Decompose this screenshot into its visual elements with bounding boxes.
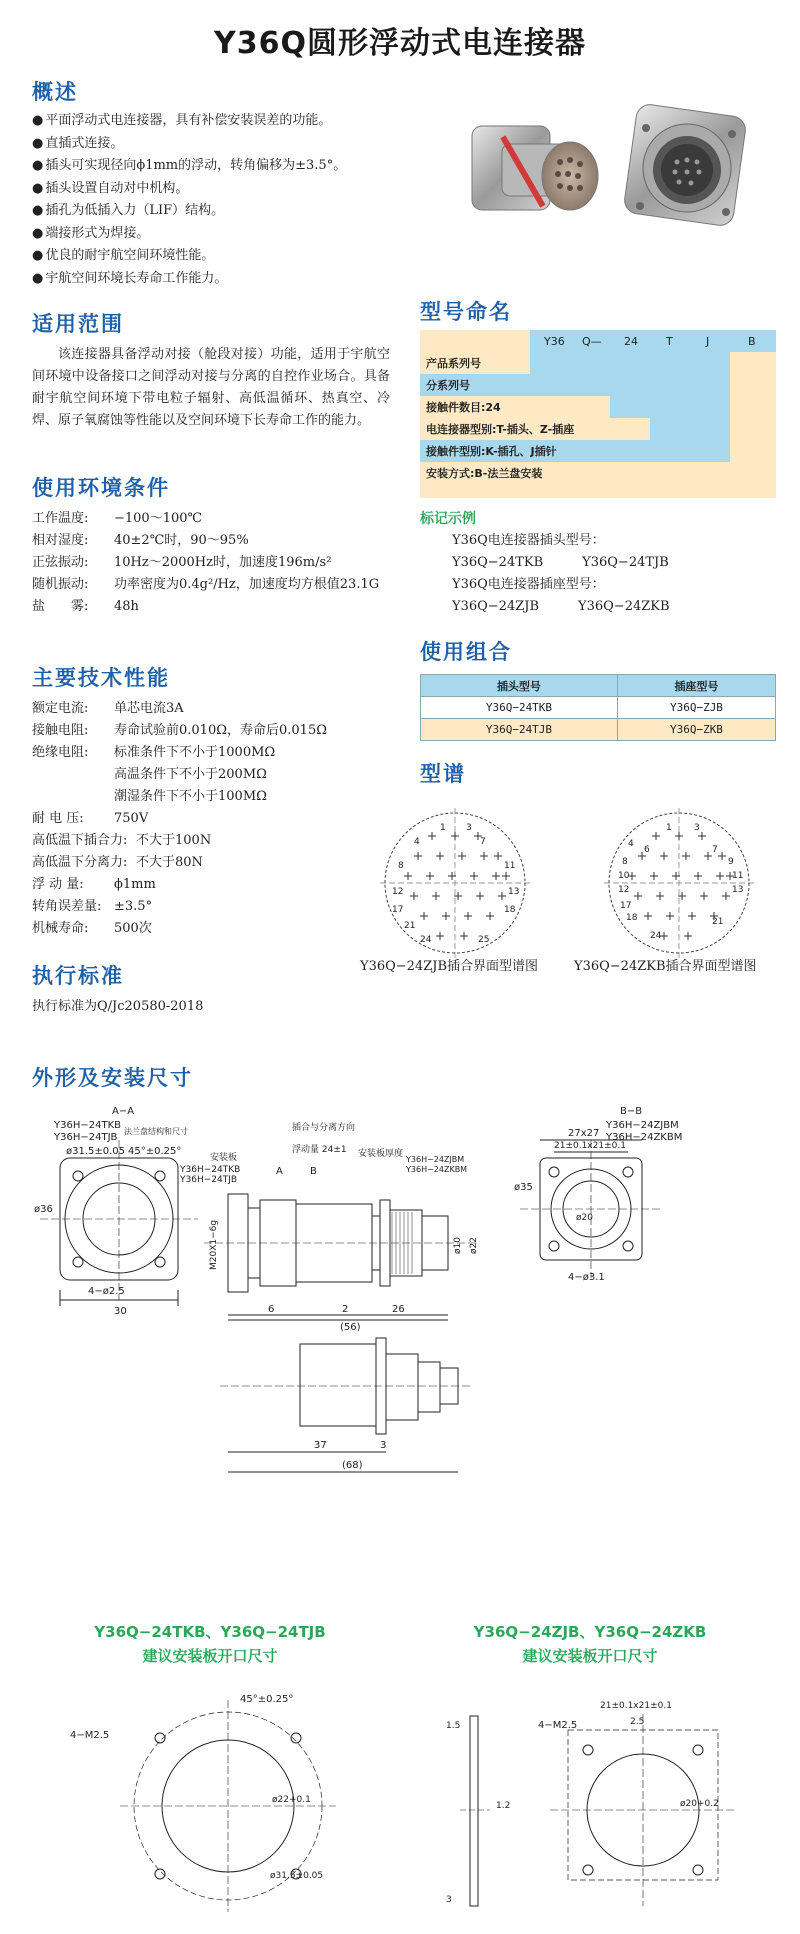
standard-text: 执行标准为Q/Jc20580-2018	[32, 999, 204, 1014]
env-key: 正弦振动:	[32, 555, 89, 570]
naming-code: 24	[624, 335, 638, 348]
spectrum-left-diagram	[380, 808, 530, 958]
cutout-label: ø31.5±0.05	[270, 1871, 324, 1881]
pin-number: 11	[504, 861, 516, 871]
scope-text: 该连接器具备浮动对接（舱段对接）功能，适用于宇航空间环境中设备接口之间浮动对接与分离的自控作业场合。具备耐宇航空间环境下带电粒子辐射、高低温循环、热真空、冷焊、原子氧腐蚀等性能以及空间环境下长寿命工作的能力。	[32, 347, 390, 428]
dim-label: Y36H−24TKB	[180, 1165, 241, 1175]
pin-number: 10	[618, 871, 630, 881]
cutout-left-title1: Y36Q−24TKB、Y36Q−24TJB	[94, 1623, 326, 1641]
dim-label: 45°±0.25°	[128, 1146, 182, 1157]
cutout-label: 2.5	[630, 1717, 645, 1727]
pin-number: 11	[732, 871, 744, 881]
env-value: 功率密度为0.4g²/Hz，加速度均方根值23.1G	[114, 577, 380, 592]
pin-number: 21	[712, 917, 724, 927]
perf-key	[32, 764, 114, 786]
environment-list	[32, 508, 392, 618]
pin-number: 3	[694, 823, 700, 833]
pin-number: 4	[414, 837, 420, 847]
dim-label: 插合与分离方向	[292, 1123, 356, 1133]
dim-label: 37	[314, 1440, 327, 1451]
pin-number: 17	[620, 901, 632, 911]
naming-row: 接触件型别:K-插孔、J插针	[426, 445, 557, 458]
dim-label: (56)	[340, 1322, 361, 1333]
plug-photo	[472, 126, 598, 210]
dim-label: 浮动量 24±1	[292, 1145, 347, 1155]
dim-label: 6	[268, 1304, 275, 1315]
pin-number: 21	[404, 921, 416, 931]
naming-diagram	[420, 330, 776, 498]
marking-line: Y36Q−24ZJB Y36Q−24ZKB	[452, 599, 670, 614]
pin-number: 6	[644, 845, 650, 855]
pin-number: 8	[622, 857, 628, 867]
env-value: 48h	[114, 599, 139, 614]
pin-number: 9	[728, 857, 734, 867]
performance-heading: 主要技术性能	[32, 666, 170, 690]
dim-label: ø35	[514, 1182, 533, 1193]
pin-number: 7	[480, 837, 486, 847]
dim-label: Y36H−24TKB	[54, 1120, 121, 1131]
perf-value: 高温条件下不小于200MΩ	[114, 767, 267, 782]
env-key: 盐 雾:	[32, 599, 89, 614]
pin-number: 13	[732, 885, 744, 895]
perf-value: 750V	[114, 811, 149, 826]
table-cell: Y36Q−24TJB	[421, 719, 618, 741]
pin-number: 3	[466, 823, 472, 833]
perf-key: 接触电阻:	[32, 723, 89, 738]
scope-heading: 适用范围	[32, 312, 124, 336]
cutout-label: 45°±0.25°	[240, 1694, 294, 1705]
dim-label: (68)	[342, 1460, 363, 1471]
dim-label: Y36H−24TJB	[180, 1175, 238, 1185]
dim-label: 26	[392, 1304, 405, 1315]
dim-label: 安装板	[210, 1153, 238, 1163]
env-value: −100～100℃	[114, 511, 203, 526]
overview-heading: 概述	[32, 80, 78, 104]
list-item: ● 优良的耐宇航空间环境性能。	[32, 245, 412, 268]
naming-code: T	[666, 335, 673, 348]
pin-number: 12	[392, 887, 404, 897]
pin-number: 1	[440, 823, 446, 833]
dim-label: 3	[380, 1440, 387, 1451]
dim-label: ø20	[576, 1213, 593, 1223]
pin-number: 4	[628, 839, 634, 849]
naming-row: 接触件数目:24	[426, 401, 501, 414]
cutout-right-title	[440, 1620, 740, 1668]
marking-heading: 标记示例	[420, 511, 476, 527]
naming-heading: 型号命名	[420, 300, 512, 324]
dim-label: 安装板厚度	[358, 1149, 404, 1159]
perf-value: 不大于100N	[136, 833, 212, 848]
combination-table	[420, 674, 776, 741]
dim-label: 2	[342, 1304, 349, 1315]
perf-value: 500次	[114, 921, 152, 936]
perf-value: 标准条件下不小于1000MΩ	[114, 745, 276, 760]
table-header: 插座型号	[617, 675, 775, 697]
spectrum-right-diagram	[604, 808, 754, 958]
dim-label: 4−ø2.5	[88, 1286, 125, 1297]
env-value: 10Hz～2000Hz时，加速度196m/s²	[114, 555, 332, 570]
pin-number: 24	[420, 935, 432, 945]
perf-key: 机械寿命:	[32, 921, 89, 936]
dim-label: M20X1−6g	[209, 1219, 219, 1270]
dim-label: Y36H−24TJB	[54, 1132, 118, 1143]
naming-code: B	[748, 335, 756, 348]
perf-value: ±3.5°	[114, 899, 153, 914]
perf-key: 耐 电 压:	[32, 811, 84, 826]
perf-key: 转角误差量:	[32, 899, 102, 914]
env-key: 工作温度:	[32, 511, 89, 526]
cutout-left-title	[60, 1620, 360, 1668]
spectrum-left-caption: Y36Q−24ZJB插合界面型谱图	[360, 959, 539, 974]
perf-key	[32, 786, 114, 808]
perf-value: ϕ1mm	[114, 877, 156, 892]
dim-label: B	[310, 1166, 317, 1177]
dimension-drawing	[20, 1100, 780, 1570]
dim-label: A	[276, 1166, 283, 1177]
pin-number: 7	[712, 845, 718, 855]
naming-row: 安装方式:B-法兰盘安装	[426, 467, 543, 480]
cutout-label: 1.2	[496, 1801, 511, 1811]
table-cell: Y36Q−ZJB	[617, 697, 775, 719]
table-cell: Y36Q−ZKB	[617, 719, 775, 741]
marking-lines	[452, 530, 670, 618]
naming-code: Q—	[582, 335, 602, 348]
cutout-label: 4−M2.5	[70, 1730, 110, 1741]
perf-value: 寿命试验前0.010Ω，寿命后0.015Ω	[114, 723, 327, 738]
dim-label: 4−ø3.1	[568, 1272, 605, 1283]
list-item: ● 插头可实现径向ϕ1mm的浮动，转角偏移为±3.5°。	[32, 155, 412, 178]
dim-label: 27x27	[568, 1128, 600, 1139]
page-title: Y36Q圆形浮动式电连接器	[214, 26, 586, 61]
list-item: ● 直插式连接。	[32, 133, 412, 156]
cutout-label: 1.5	[446, 1721, 461, 1731]
list-item: ● 宇航空间环境长寿命工作能力。	[32, 268, 412, 291]
marking-line: Y36Q−24TKB Y36Q−24TJB	[452, 555, 669, 570]
perf-key: 高低温下插合力:	[32, 833, 128, 848]
pin-number: 8	[398, 861, 404, 871]
spectrum-right-caption: Y36Q−24ZKB插合界面型谱图	[574, 959, 757, 974]
perf-value: 潮湿条件下不小于100MΩ	[114, 789, 267, 804]
naming-row: 电连接器型别:T-插头、Z-插座	[426, 423, 575, 436]
env-key: 随机振动:	[32, 577, 89, 592]
dim-label: 30	[114, 1306, 127, 1317]
cutout-label: 21±0.1x21±0.1	[600, 1701, 672, 1711]
cutout-label: 3	[446, 1895, 452, 1905]
env-value: 40±2℃时，90～95%	[114, 533, 249, 548]
perf-key: 高低温下分离力:	[32, 855, 128, 870]
naming-row: 产品系列号	[426, 357, 481, 370]
dim-label: ø10	[453, 1237, 463, 1254]
table-header: 插头型号	[421, 675, 618, 697]
pin-number: 18	[626, 913, 638, 923]
cutout-label: ø22+0.1	[272, 1795, 311, 1805]
spectrum-heading: 型谱	[420, 762, 466, 786]
perf-key: 额定电流:	[32, 701, 89, 716]
naming-code: J	[706, 335, 710, 348]
dim-label: B−B	[620, 1106, 643, 1117]
dim-label: ø31.5±0.05	[66, 1146, 126, 1157]
pin-number: 25	[478, 935, 490, 945]
dim-label: 法兰盘结构和尺寸	[124, 1127, 188, 1136]
dim-label: Y36H−24ZJBM	[606, 1120, 679, 1131]
table-cell: Y36Q−24TKB	[421, 697, 618, 719]
dim-label: Y36H−24ZJBM	[406, 1155, 465, 1164]
environment-heading: 使用环境条件	[32, 476, 170, 500]
connector-photo	[462, 104, 772, 234]
list-item: ● 插头设置自动对中机构。	[32, 178, 412, 201]
pin-number: 12	[618, 885, 630, 895]
list-item: ● 插孔为低插入力（LIF）结构。	[32, 200, 412, 223]
env-key: 相对湿度:	[32, 533, 89, 548]
pin-number: 17	[392, 905, 404, 915]
cutout-label: ø20+0.2	[680, 1799, 719, 1809]
perf-value: 不大于80N	[136, 855, 203, 870]
pin-number: 18	[504, 905, 516, 915]
perf-key: 绝缘电阻:	[32, 745, 89, 760]
dim-label: 21±0.1x21±0.1	[554, 1141, 626, 1151]
receptacle-photo	[623, 104, 747, 227]
cutout-drawing	[20, 1680, 780, 1920]
standard-heading: 执行标准	[32, 964, 124, 988]
marking-line: Y36Q电连接器插座型号：	[452, 577, 605, 592]
perf-value: 单芯电流3A	[114, 701, 184, 716]
cutout-label: 4−M2.5	[538, 1720, 578, 1731]
pin-number: 24	[650, 931, 662, 941]
dim-label: A−A	[112, 1106, 135, 1117]
list-item: ● 端接形式为焊接。	[32, 223, 412, 246]
naming-code: Y36	[544, 335, 565, 348]
cutout-right-title2: 建议安装板开口尺寸	[522, 1647, 658, 1665]
cutout-left-title2: 建议安装板开口尺寸	[142, 1647, 278, 1665]
marking-line: Y36Q电连接器插头型号：	[452, 533, 605, 548]
pin-number: 13	[508, 887, 520, 897]
pin-number: 1	[666, 823, 672, 833]
dim-label: ø22	[469, 1237, 479, 1254]
combination-heading: 使用组合	[420, 640, 512, 664]
dim-label: Y36H−24ZKBM	[606, 1132, 683, 1143]
dim-label: Y36H−24ZKBM	[406, 1165, 468, 1174]
dimensions-heading: 外形及安装尺寸	[32, 1066, 193, 1090]
overview-list	[32, 110, 412, 290]
dim-label: ø36	[34, 1204, 53, 1215]
list-item: ● 平面浮动式电连接器，具有补偿安装误差的功能。	[32, 110, 412, 133]
cutout-right-title1: Y36Q−24ZJB、Y36Q−24ZKB	[473, 1623, 707, 1641]
perf-key: 浮 动 量:	[32, 877, 84, 892]
performance-list	[32, 698, 392, 940]
naming-row: 分系列号	[426, 379, 470, 392]
